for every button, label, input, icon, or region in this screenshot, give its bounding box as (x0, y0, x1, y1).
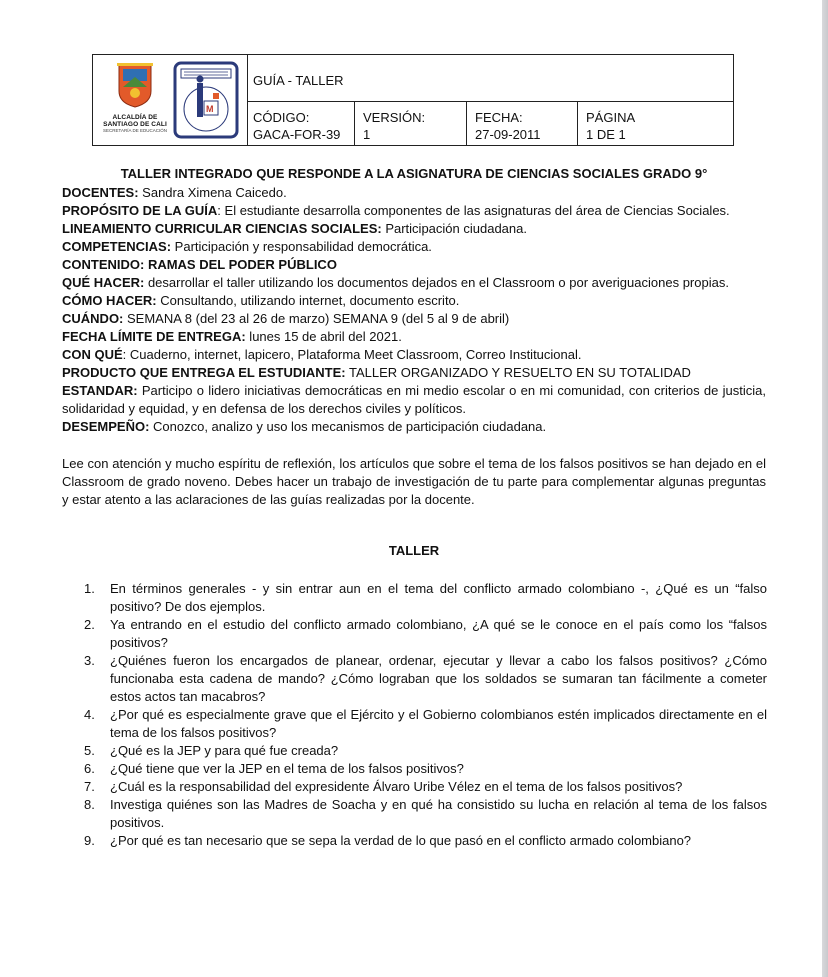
codigo-value: GACA-FOR-39 (253, 127, 341, 142)
field-desempeno: DESEMPEÑO: Conozco, analizo y uso los mecanismos de participación ciudadana. (62, 419, 547, 434)
logos-cell (93, 55, 248, 145)
field-producto: PRODUCTO QUE ENTREGA EL ESTUDIANTE: TALLER ORGANIZADO Y RESUELTO EN SU TOTALIDAD (62, 365, 691, 380)
field-proposito: PROPÓSITO DE LA GUÍA: El estudiante desarrolla componentes de las asignaturas del área de Ciencias Sociales. (62, 203, 730, 218)
shield-icon (115, 63, 155, 109)
question-item: 1. En términos generales - y sin entrar aun en el tema del conflicto armado colombiano -, ¿Qué es un “falso positivo? De dos ejemplos. (84, 581, 767, 614)
version-label: VERSIÓN: (363, 110, 426, 125)
doc-type-label: GUÍA - TALLER (253, 73, 344, 88)
question-item: 7. ¿Cuál es la responsabilidad del expresidente Álvaro Uribe Vélez en el tema de los falsos positivos? (84, 779, 683, 794)
question-item: 3. ¿Quiénes fueron los encargados de planear, ordenar, ejecutar y llevar a cabo los falsos positivos? ¿Cómo funcionaba esta cadena de mando? ¿Cómo lograban que los soldados se sumaran tan fácilmente a cometer estos actos tan macabros? (84, 653, 767, 704)
field-que-hacer: QUÉ HACER: desarrollar el taller utilizando los documentos dejados en el Classroom o por averiguaciones propias. (62, 275, 729, 290)
alcaldia-logo (99, 63, 171, 141)
intro-paragraph: Lee con atención y mucho espíritu de reflexión, los artículos que sobre el tema de los falsos positivos se han dejado en el Classroom de grado noveno. Debes hacer un trabajo de investigación de tu parte para complementar algunas preguntas y estar atento a las aclaraciones de las guías realizadas por la docente. (62, 456, 766, 507)
school-emblem-icon (173, 61, 239, 139)
field-docentes: DOCENTES: Sandra Ximena Caicedo. (62, 185, 287, 200)
svg-text:M: M (206, 104, 214, 114)
codigo-label: CÓDIGO: (253, 110, 310, 125)
question-item: 6. ¿Qué tiene que ver la JEP en el tema de los falsos positivos? (84, 761, 464, 776)
taller-heading: TALLER (388, 543, 440, 558)
pagina-label: PÁGINA (586, 110, 636, 125)
header-table (92, 54, 734, 146)
field-como-hacer: CÓMO HACER: Consultando, utilizando internet, documento escrito. (62, 293, 460, 308)
question-item: 2. Ya entrando en el estudio del conflicto armado colombiano, ¿A qué se le conoce en el país como los “falsos positivos? (84, 617, 767, 650)
fecha-value: 27-09-2011 (475, 127, 541, 142)
field-lineamiento: LINEAMIENTO CURRICULAR CIENCIAS SOCIALES: Participación ciudadana. (62, 221, 527, 236)
question-item: 5. ¿Qué es la JEP y para qué fue creada? (84, 743, 339, 758)
version-value: 1 (363, 127, 371, 142)
field-contenido: CONTENIDO: RAMAS DEL PODER PÚBLICO (62, 257, 337, 272)
pagina-value: 1 DE 1 (586, 127, 626, 142)
fecha-label: FECHA: (475, 110, 523, 125)
field-fecha-limite: FECHA LÍMITE DE ENTREGA: lunes 15 de abril del 2021. (62, 329, 402, 344)
page-edge (822, 0, 828, 977)
question-item: 4. ¿Por qué es especialmente grave que el Ejército y el Gobierno colombianos estén implicados directamente en el tema de los falsos positivos? (84, 707, 767, 740)
questions-list (84, 580, 767, 850)
logo1-text: ALCALDÍA DE SANTIAGO DE CALI (103, 114, 167, 128)
question-item: 9. ¿Por qué es tan necesario que se sepa la verdad de lo que pasó en el conflicto armado colombiano? (84, 833, 692, 848)
logo1-subtext: SECRETARÍA DE EDUCACIÓN (103, 128, 167, 133)
field-estandar: ESTANDAR: Participo o lidero iniciativas democráticas en mi medio escolar o en mi comunidad, con criterios de justicia, solidaridad y equidad, y en defensa de los derechos civiles y políticos. (62, 383, 766, 416)
field-cuando: CUÁNDO: SEMANA 8 (del 23 al 26 de marzo) SEMANA 9 (del 5 al 9 de abril) (62, 311, 510, 326)
question-item: 8. Investiga quiénes son las Madres de Soacha y en qué ha consistido su lucha en relación al tema de los falsos positivos. (84, 797, 767, 830)
document-title: TALLER INTEGRADO QUE RESPONDE A LA ASIGNATURA DE CIENCIAS SOCIALES GRADO 9° (120, 166, 708, 181)
field-competencias: COMPETENCIAS: Participación y responsabilidad democrática. (62, 239, 432, 254)
field-con-que: CON QUÉ: Cuaderno, internet, lapicero, Plataforma Meet Classroom, Correo Institucional. (62, 347, 582, 362)
